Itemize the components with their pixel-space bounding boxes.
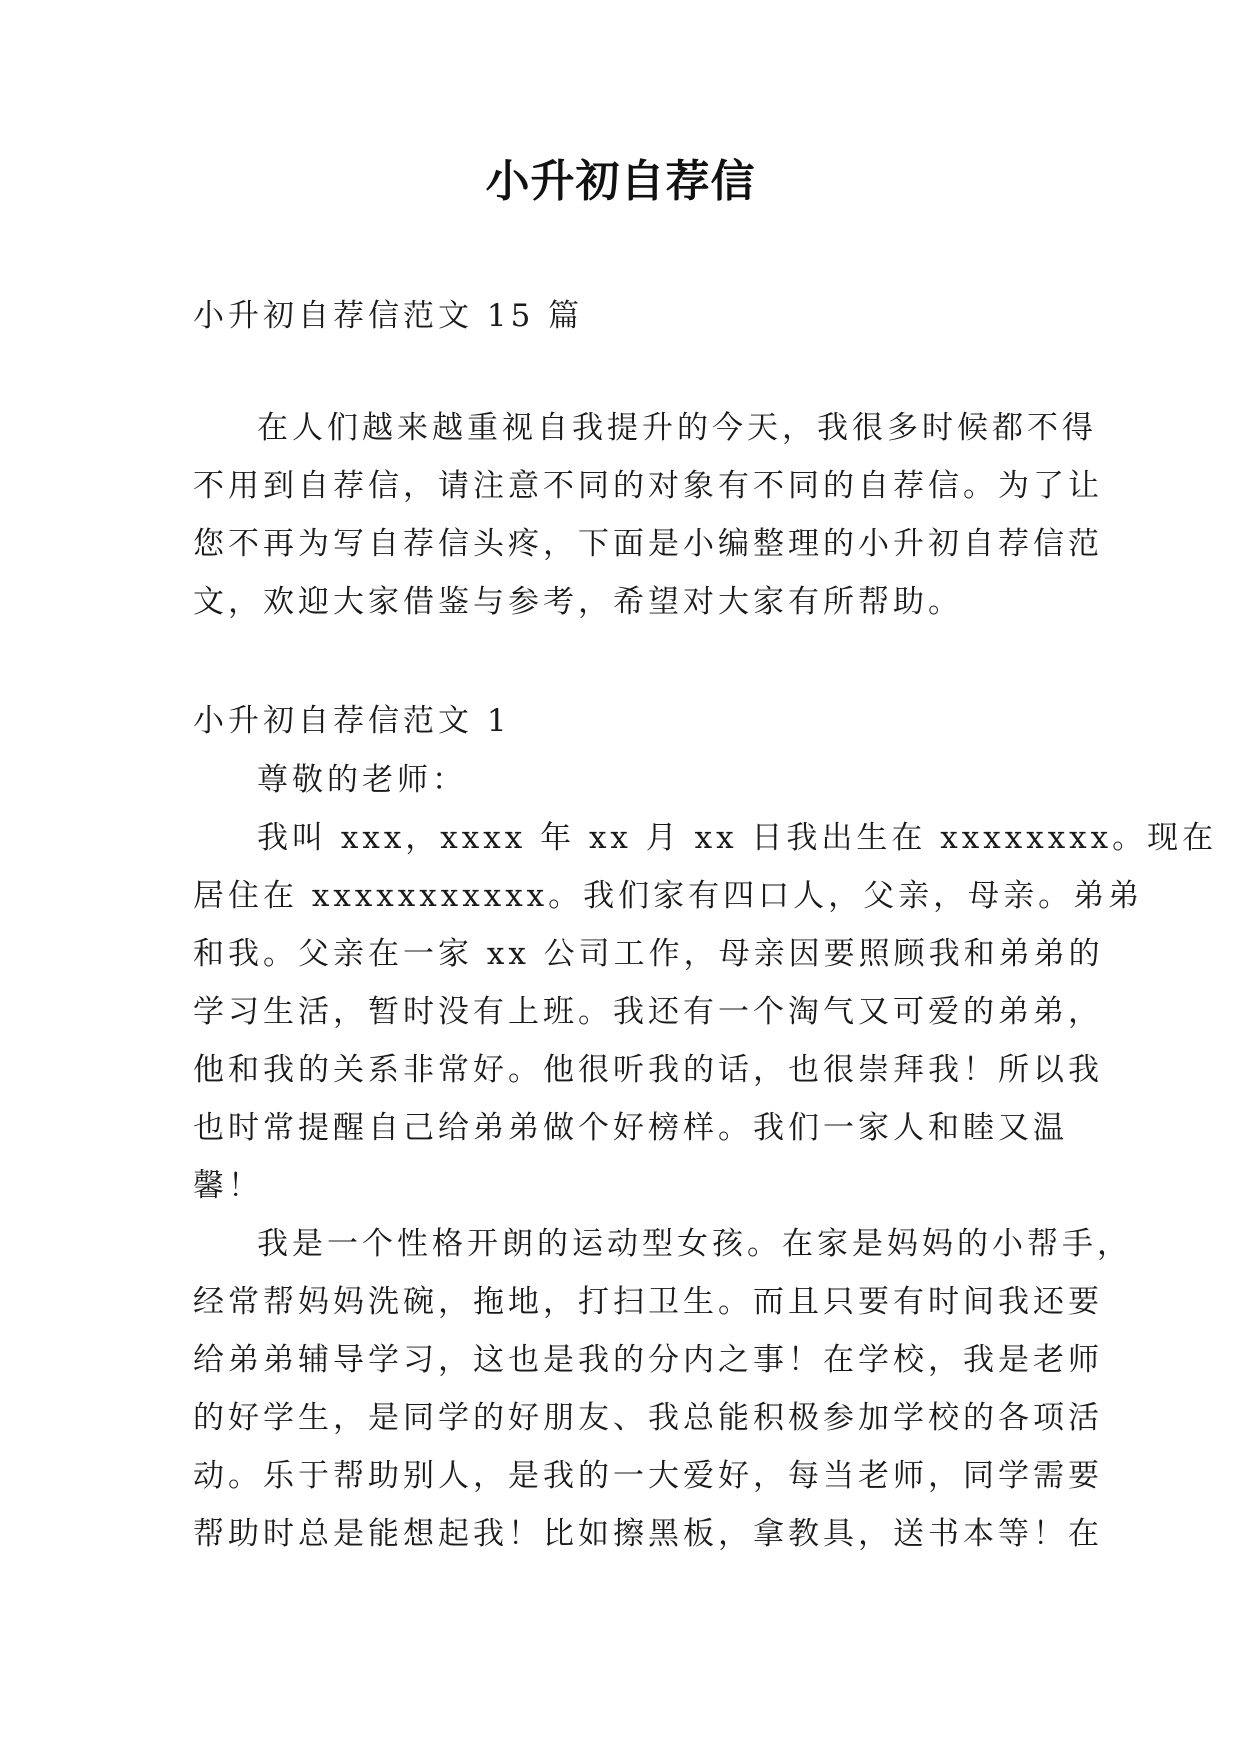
document-subtitle	[193, 287, 1053, 345]
body-line: 给弟弟辅导学习，这也是我的分内之事！在学校，我是老师	[193, 1342, 1103, 1378]
body-line: 帮助时总是能想起我！比如擦黑板，拿教具，送书本等！在	[193, 1516, 1103, 1552]
section-heading	[193, 692, 1053, 750]
body-line: 我是一个性格开朗的运动型女孩。在家是妈妈的小帮手，	[257, 1226, 1132, 1262]
salutation-line: 尊敬的老师：	[257, 762, 467, 798]
body-line: 和我。父亲在一家 xx 公司工作，母亲因要照顾我和弟弟的	[193, 936, 1104, 972]
body-line: 馨！	[193, 1168, 263, 1204]
body-line: 我叫 xxx，xxxx 年 xx 月 xx 日我出生在 xxxxxxxx。现在	[257, 820, 1218, 856]
document-title: 小升初自荐信	[485, 156, 756, 207]
body-line: 也时常提醒自己给弟弟做个好榜样。我们一家人和睦又温	[193, 1110, 1068, 1146]
body-line: 动。乐于帮助别人，是我的一大爱好，每当老师，同学需要	[193, 1458, 1103, 1494]
body-line: 学习生活，暂时没有上班。我还有一个淘气又可爱的弟弟，	[193, 994, 1103, 1030]
body-line: 经常帮妈妈洗碗，拖地，打扫卫生。而且只要有时间我还要	[193, 1284, 1103, 1320]
subtitle-line: 小升初自荐信范文 15 篇	[193, 298, 584, 334]
body-line: 他和我的关系非常好。他很听我的话，也很崇拜我！所以我	[193, 1052, 1103, 1088]
letter-body	[193, 751, 1218, 1563]
intro-line: 文，欢迎大家借鉴与参考，希望对大家有所帮助。	[193, 584, 963, 620]
section-heading-line: 小升初自荐信范文 1	[193, 703, 511, 739]
intro-line: 在人们越来越重视自我提升的今天，我很多时候都不得	[257, 410, 1097, 446]
body-line: 的好学生，是同学的好朋友、我总能积极参加学校的各项活	[193, 1400, 1103, 1436]
intro-line: 不用到自荐信，请注意不同的对象有不同的自荐信。为了让	[193, 468, 1103, 504]
intro-line: 您不再为写自荐信头疼，下面是小编整理的小升初自荐信范	[193, 526, 1103, 562]
intro-paragraph	[193, 399, 1103, 631]
body-line: 居住在 xxxxxxxxxxx。我们家有四口人，父亲，母亲。弟弟	[193, 878, 1144, 914]
